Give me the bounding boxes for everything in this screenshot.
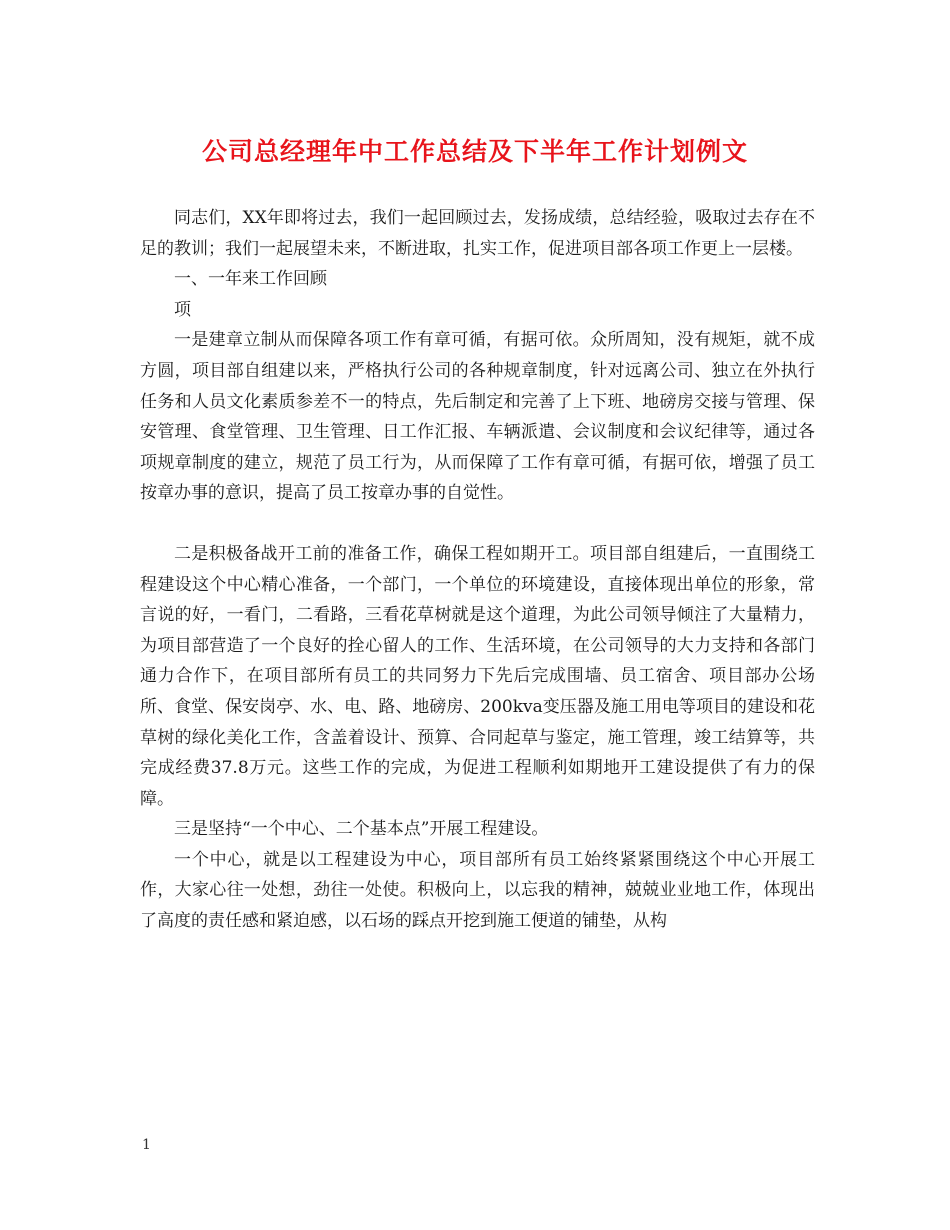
- page-number: 1: [142, 1137, 151, 1153]
- paragraph-one-center: 一个中心，就是以工程建设为中心，项目部所有员工始终紧紧围绕这个中心开展工作，大家心往一处想，劲往一处使。积极向上，以忘我的精神，兢兢业业地工作，体现出了高度的责任感和紧迫感，以石场的踩点开挖到施工便道的铺垫，从构: [140, 849, 815, 932]
- document-title: 公司总经理年中工作总结及下半年工作计划例文: [201, 137, 748, 166]
- paragraph-fragment: 项: [174, 299, 191, 320]
- paragraph-opening: 同志们，XX年即将过去，我们一起回顾过去，发扬成绩，总结经验，吸取过去存在不足的教训；我们一起展望未来，不断进取，扎实工作，促进项目部各项工作更上一层楼。: [140, 208, 815, 259]
- paragraph-point-three: 三是坚持“一个中心、二个基本点”开展工程建设。: [174, 819, 549, 840]
- paragraph-point-two: 二是积极备战开工前的准备工作，确保工程如期开工。项目部自组建后，一直围绕工程建设这个中心精心准备，一个部门，一个单位的环境建设，直接体现出单位的形象，常言说的好，一看门，二看路，三看花草树就是这个道理，为此公司领导倾注了大量精力，为项目部营造了一个良好的拴心留人的工作、生活环境，在公司领导的大力支持和各部门通力合作下，在项目部所有员工的共同努力下先后完成围墙、员工宿舍、项目部办公场所、食堂、保安岗亭、水、电、路、地磅房、200kva变压器及施工用电等项目的建设和花草树的绿化美化工作，含盖着设计、预算、合同起草与鉴定，施工管理，竣工结算等，共完成经费37.8万元。这些工作的完成，为促进工程顺利如期地开工建设提供了有力的保障。: [140, 543, 815, 809]
- paragraph-point-one: 一是建章立制从而保障各项工作有章可循，有据可依。众所周知，没有规矩，就不成方圆，项目部自组建以来，严格执行公司的各种规章制度，针对远离公司、独立在外执行任务和人员文化素质参差不一的特点，先后制定和完善了上下班、地磅房交接与管理、保安管理、食堂管理、卫生管理、日工作汇报、车辆派遣、会议制度和会议纪律等，通过各项规章制度的建立，规范了员工行为，从而保障了工作有章可循，有据可依，增强了员工按章办事的意识，提高了员工按章办事的自觉性。: [140, 330, 815, 504]
- document-body: [140, 203, 815, 937]
- section-heading: 一、一年来工作回顾: [174, 269, 327, 290]
